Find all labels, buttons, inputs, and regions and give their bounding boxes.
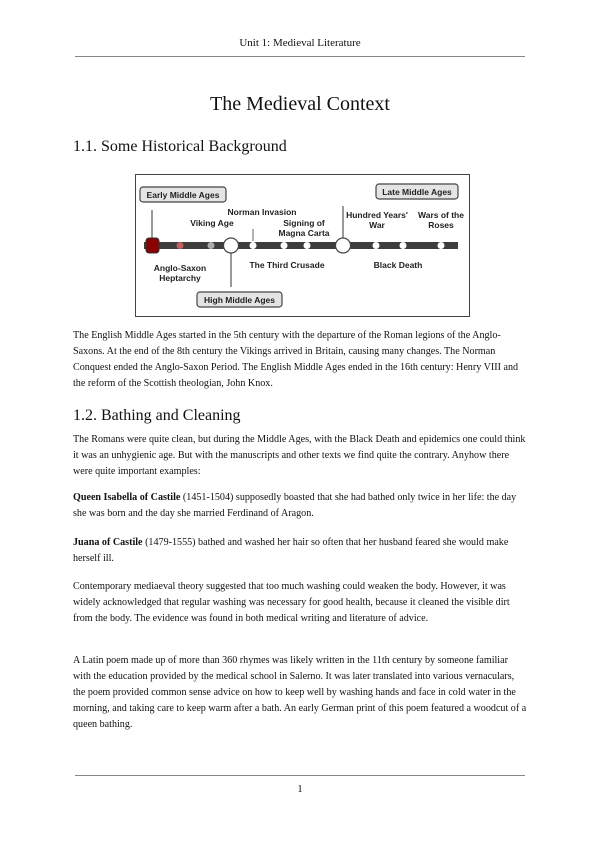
paragraph-bathing-intro: The Romans were quite clean, but during the Middle Ages, with the Black Death and epidemics one could think it was an unhygienic age. But with the manuscripts and other texts we find quite the contrary. Anyhow there were quite important examples: [73,434,526,477]
isabella-name: Queen Isabella of Castile [73,492,181,503]
norman-marker [250,242,257,249]
norman-label: Norman Invasion [227,207,297,217]
juana-name: Juana of Castile [73,537,143,548]
page-title: The Medieval Context [210,93,390,115]
anglo-saxon-marker [177,242,184,249]
hundred-years-label-2: War [369,220,385,230]
paragraph-latin-poem: A Latin poem made up of more than 360 rhymes was likely written in the 11th century by someone familiar with the education provided by the medical school in Salerno. It was later translated into various vernaculars, the poem provided common sense advice on how to keep well by washing hands and face in cold water in the morning, and taking care to keep warm after a bath. An early German print of this poem featured a woodcut of a queen bathing. [73,655,527,730]
timeline-figure [135,174,470,317]
late-marker [336,238,351,253]
paragraph-juana [73,535,528,567]
hundred-years-label-1: Hundred Years' [346,210,408,220]
early-label: Early Middle Ages [146,190,220,200]
section-heading-bathing: 1.2. Bathing and Cleaning [73,407,241,424]
anglo-saxon-label-2: Heptarchy [159,273,201,283]
paragraph-isabella [73,490,528,522]
high-label: High Middle Ages [204,295,275,305]
section-heading-historical: 1.1. Some Historical Background [73,138,287,155]
black-death-marker [400,242,407,249]
early-marker [146,238,159,253]
anglo-saxon-label-1: Anglo-Saxon [153,263,207,273]
viking-marker [208,242,215,249]
wars-of-roses-label-1: Wars of the [418,210,464,220]
running-header: Unit 1: Medieval Literature [239,37,361,49]
timeline-diagram [136,175,469,316]
isabella-text: (1451-1504) supposedly boasted that she had bathed only twice in her life: the day she was born and the day she married Ferdinand of Aragon. [73,492,517,519]
viking-label: Viking Age [190,218,234,228]
magna-carta-label-1: Signing of [283,218,325,228]
magna-carta-label-2: Magna Carta [278,228,330,238]
paragraph-historical-background: The English Middle Ages started in the 5th century with the departure of the Roman legions of the Anglo-Saxons. At the end of the 8th century the Vikings arrived in Britain, causing many changes. The Norman Conquest ended the Anglo-Saxon Period. The English Middle Ages ended in the 16th century: Henry VIII and the reform of the Scottish theologian, John Knox. [73,330,519,389]
juana-text: (1479-1555) bathed and washed her hair so often that her husband feared she would make herself ill. [73,537,509,564]
hundred-years-marker [373,242,380,249]
magna-carta-marker [304,242,311,249]
high-marker [224,238,239,253]
wars-of-roses-marker [438,242,445,249]
footer-rule [75,775,525,776]
timeline-bar [144,242,458,249]
black-death-label: Black Death [373,260,423,270]
crusade-marker [281,242,288,249]
late-label: Late Middle Ages [382,187,452,197]
header-rule [75,56,525,57]
page-number: 1 [297,783,303,795]
wars-of-roses-label-2: Roses [428,220,454,230]
paragraph-mediaeval-theory: Contemporary mediaeval theory suggested that too much washing could weaken the body. However, it was widely acknowledged that regular washing was necessary for good health, because it cleaned the visible dirt from the body. The evidence was found in both medical writing and literature of advice. [73,581,510,624]
crusade-label: The Third Crusade [249,260,325,270]
